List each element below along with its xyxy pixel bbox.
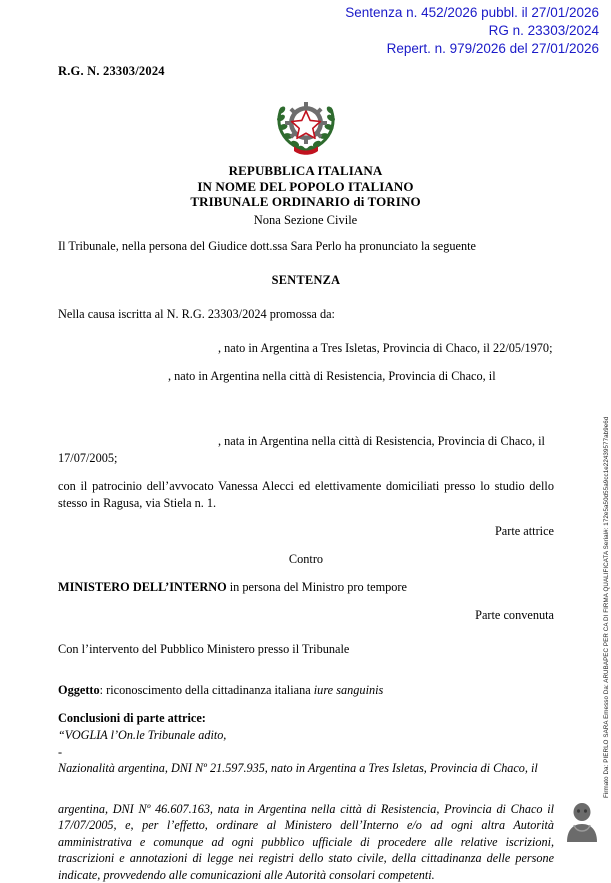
label-contro: Contro <box>58 551 554 568</box>
conclusions-label: Conclusioni di parte attrice: <box>58 710 554 727</box>
filing-stamp-line-3: Repert. n. 979/2026 del 27/01/2026 <box>345 40 599 58</box>
judge-line: Il Tribunale, nella persona del Giudice dott.ssa Sara Perlo ha pronunciato la seguente <box>58 238 554 255</box>
filing-stamp-line-1: Sentenza n. 452/2026 pubbl. il 27/01/2026 <box>345 4 599 22</box>
subject-line <box>58 682 554 699</box>
heading-tribunal: TRIBUNALE ORDINARIO di TORINO <box>0 194 611 210</box>
plaintiff-3-cont: 17/07/2005; <box>58 450 554 467</box>
heading-republic: REPUBBLICA ITALIANA <box>0 163 611 179</box>
filing-stamp <box>345 4 599 58</box>
defendant-qualifier: in persona del Ministro pro tempore <box>227 580 407 594</box>
emblem-of-italy-icon <box>0 96 611 163</box>
conclusions-dash: - <box>58 744 554 761</box>
public-ministry-line: Con l’intervento del Pubblico Ministero presso il Tribunale <box>58 641 554 658</box>
sentenza-title: SENTENZA <box>58 272 554 289</box>
court-headings <box>0 163 611 229</box>
plaintiff-2: , nato in Argentina nella città di Resistencia, Provincia di Chaco, il <box>58 368 554 385</box>
digital-signature-strip <box>593 370 607 800</box>
case-number: R.G. N. 23303/2024 <box>58 64 165 79</box>
subject-latin: iure sanguinis <box>314 683 384 697</box>
plaintiff-1: , nato in Argentina a Tres Isletas, Provincia di Chaco, il 22/05/1970; <box>58 340 554 357</box>
heading-section: Nona Sezione Civile <box>0 212 611 229</box>
subject-text: : riconoscimento della cittadinanza italiana <box>100 683 314 697</box>
signature-seal-figure-icon <box>563 800 601 842</box>
conclusions-line-3: argentina, DNI Nº 46.607.163, nata in Argentina nella città di Resistencia, Provincia di Chaco il 17/07/2005, e, per l’effetto, ordinare al Ministero dell’Interno e/o ad ogni altra Autorità amministrativa e comunque ad ogni pubblico ufficiale di procedere alle relative iscrizioni, trascrizioni e annotazioni di legge nei registri dello stato civile, della cittadinanza delle persone indicate, provvedendo alle comunicazioni alle Autorità consolari competenti. <box>58 801 554 883</box>
heading-in-name-of-people: IN NOME DEL POPOLO ITALIANO <box>0 179 611 195</box>
filing-stamp-line-2: RG n. 23303/2024 <box>345 22 599 40</box>
legal-representation: con il patrocinio dell’avvocato Vanessa Alecci ed elettivamente domiciliati presso lo studio dello stesso in Ragusa, via Stiela n. 1. <box>58 478 554 512</box>
conclusions-line-1: “VOGLIA l’On.le Tribunale adito, <box>58 727 554 744</box>
subject-label: Oggetto <box>58 683 100 697</box>
document-body <box>58 238 554 883</box>
conclusions-line-2: Nazionalità argentina, DNI Nº 21.597.935, nato in Argentina a Tres Isletas, Provincia di Chaco, il <box>58 760 554 777</box>
label-parte-attrice: Parte attrice <box>58 523 554 540</box>
cause-line: Nella causa iscritta al N. R.G. 23303/2024 promossa da: <box>58 306 554 323</box>
defendant-line <box>58 579 554 596</box>
label-parte-convenuta: Parte convenuta <box>58 607 554 624</box>
defendant-name: MINISTERO DELL’INTERNO <box>58 580 227 594</box>
plaintiff-3: , nata in Argentina nella città di Resistencia, Provincia di Chaco, il <box>58 433 554 450</box>
digital-signature-text: Firmato Da: PIERLO SARA Emesso Da: ARUBAPEC PER CA DI FIRMA QUALIFICATA Serial#: 172e5a50d55a9cc1e22439577ab9e6d <box>603 417 610 798</box>
